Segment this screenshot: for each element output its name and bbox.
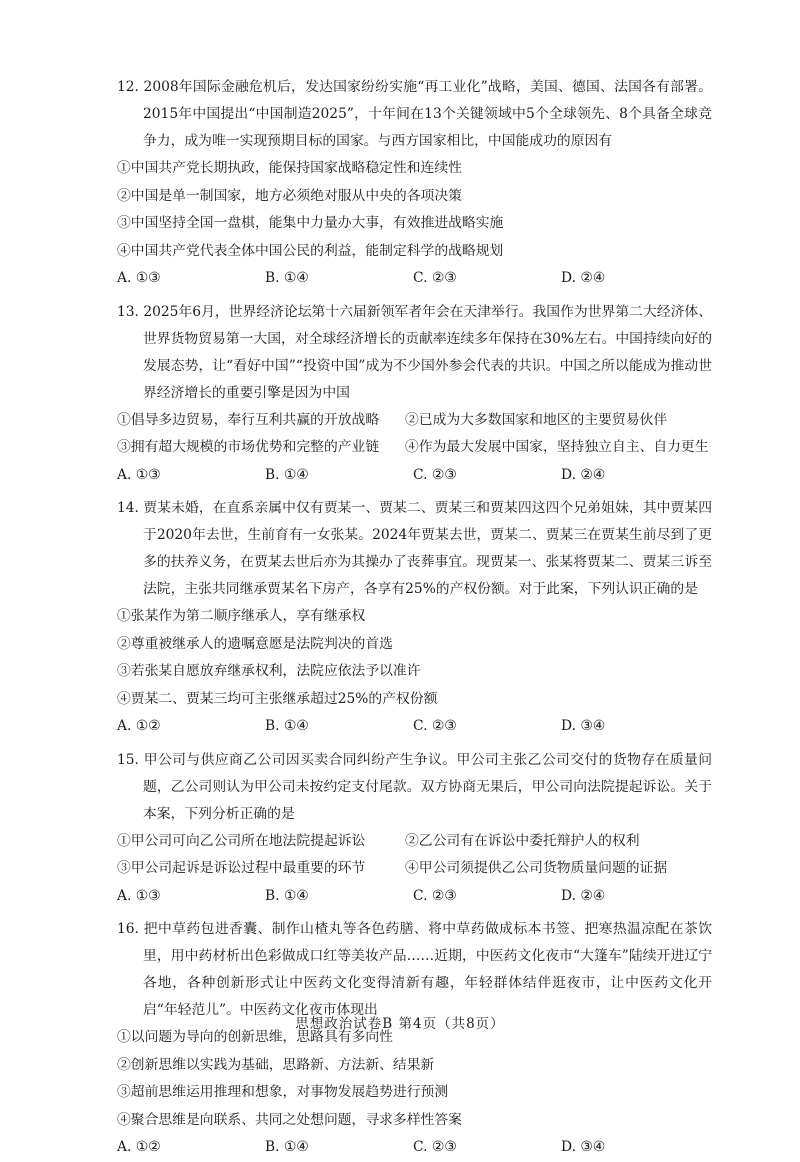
option-row — [117, 828, 712, 856]
question-16 — [117, 916, 712, 1162]
option-row — [117, 434, 712, 462]
page-footer: 思想政治试卷B 第4页（共8页） — [295, 1016, 505, 1032]
answer-d: D. ②④ — [561, 887, 606, 904]
answer-c: C. ②③ — [413, 718, 457, 734]
answer-c: C. ②③ — [413, 466, 457, 483]
question-14 — [117, 495, 712, 741]
question-stem: 13. 2025年6月，世界经济论坛第十六届新领军者年会在天津举行。我国作为世界第二大经济体、世界货物贸易第一大国，对全球经济增长的贡献率连续多年保持在30%左右。中国持续向好的发展态势，让“看好中国”“投资中国”成为不少国外参会代表的共识。中国之所以能成为推动世界经济增长的重要引擎是因为中国 — [117, 303, 712, 401]
answer-a: A. ①③ — [117, 887, 161, 904]
answer-b: B. ①④ — [265, 887, 309, 904]
option-2: ②已成为大多数国家和地区的主要贸易伙伴 — [405, 411, 668, 428]
answer-d: D. ③④ — [561, 1139, 606, 1155]
option-3: ③甲公司起诉是诉讼过程中最重要的环节 — [117, 860, 366, 876]
question-13 — [117, 299, 712, 490]
option-4: ④作为最大发展中国家，坚持独立自主、自力更生 — [405, 439, 709, 455]
answer-b: B. ①④ — [265, 466, 309, 483]
option-1: ①张某作为第二顺序继承人，享有继承权 — [117, 608, 366, 624]
question-15 — [117, 747, 712, 911]
question-stem: 14. 贾某未婚，在直系亲属中仅有贾某一、贾某二、贾某三和贾某四这四个兄弟姐妹，其中贾某四于2020年去世，生前育有一女张某。2024年贾某去世，贾某二、贾某三在贾某生前尽到了更多的扶养义务，在贾某去世后亦为其操办了丧葬事宜。现贾某一、张某将贾某二、贾某三诉至法院，主张共同继承贾某名下房产，各享有25%的产权份额。对于此案，下列认识正确的是 — [117, 500, 712, 597]
option-1: ①甲公司可向乙公司所在地法院提起诉讼 — [117, 832, 366, 849]
question-stem: 15. 甲公司与供应商乙公司因买卖合同纠纷产生争议。甲公司主张乙公司交付的货物存在质量问题，乙公司则认为甲公司未按约定支付尾款。双方协商无果后，甲公司向法院提起诉讼。关于本案，下列分析正确的是 — [117, 751, 712, 822]
option-3: ③拥有超大规模的市场优势和完整的产业链 — [117, 439, 380, 455]
answer-a: A. ①③ — [117, 270, 161, 286]
option-row — [117, 855, 712, 883]
answer-choices — [117, 883, 712, 911]
option-row — [117, 407, 712, 435]
option-2: ②创新思维以实践为基础，思路新、方法新、结果新 — [117, 1056, 435, 1073]
question-stem: 12. 2008年国际金融危机后，发达国家纷纷实施“再工业化”战略，美国、德国、法国各有部署。2015年中国提出“中国制造2025”，十年间在13个关键领域中5个全球领先、8个具备全球竞争力，成为唯一实现预期目标的国家。与西方国家相比，中国能成功的原因有 — [117, 79, 712, 149]
option-2: ②中国是单一制国家，地方必须绝对服从中央的各项决策 — [117, 187, 462, 204]
question-stem: 16. 把中草药包进香囊、制作山楂丸等各色药膳、将中草药做成标本书签、把寒热温凉配在茶饮里，用中药材析出色彩做成口红等美妆产品……近期，中医药文化夜市“大篷车”陆续开进辽宁各地，各种创新形式让中医药文化变得清新有趣，年轻群体结伴逛夜市，让中医药文化开启“年轻范儿”。中医药文化夜市体现出 — [117, 921, 712, 1018]
answer-choices — [117, 265, 712, 293]
answer-d: D. ②④ — [561, 270, 606, 286]
answer-b: B. ①④ — [265, 718, 309, 734]
answer-d: D. ③④ — [561, 718, 606, 734]
option-2: ②乙公司有在诉讼中委托辩护人的权利 — [405, 832, 640, 849]
answer-c: C. ②③ — [413, 887, 457, 904]
option-1: ①以问题为导向的创新思维，思路具有多向性 — [117, 1029, 393, 1045]
answer-b: B. ①④ — [265, 270, 309, 286]
answer-a: A. ①③ — [117, 466, 161, 483]
answer-c: C. ②③ — [413, 270, 457, 286]
option-3: ③超前思维运用推理和想象，对事物发展趋势进行预测 — [117, 1084, 449, 1100]
option-4: ④甲公司须提供乙公司货物质量问题的证据 — [405, 860, 668, 876]
answer-c: C. ②③ — [413, 1139, 457, 1155]
option-3: ③中国坚持全国一盘棋，能集中力量办大事，有效推进战略实施 — [117, 215, 504, 231]
answer-d: D. ②④ — [561, 466, 606, 483]
answer-choices — [117, 462, 712, 490]
answer-b: B. ①④ — [265, 1139, 309, 1155]
answer-a: A. ①② — [117, 718, 161, 734]
option-4: ④贾某二、贾某三均可主张继承超过25%的产权份额 — [117, 690, 438, 707]
option-1: ①倡导多边贸易，奉行互利共赢的开放战略 — [117, 411, 380, 428]
answer-a: A. ①② — [117, 1139, 161, 1155]
option-3: ③若张某自愿放弃继承权利，法院应依法予以准许 — [117, 663, 421, 679]
option-1: ①中国共产党长期执政，能保持国家战略稳定性和连续性 — [117, 160, 462, 176]
option-2: ②尊重被继承人的遗嘱意愿是法院判决的首选 — [117, 635, 393, 652]
answer-choices — [117, 1134, 712, 1162]
option-4: ④聚合思维是向联系、共同之处想问题，寻求多样性答案 — [117, 1111, 462, 1128]
option-4: ④中国共产党代表全体中国公民的利益，能制定科学的战略规划 — [117, 242, 504, 259]
question-12 — [117, 74, 712, 293]
answer-choices — [117, 713, 712, 741]
